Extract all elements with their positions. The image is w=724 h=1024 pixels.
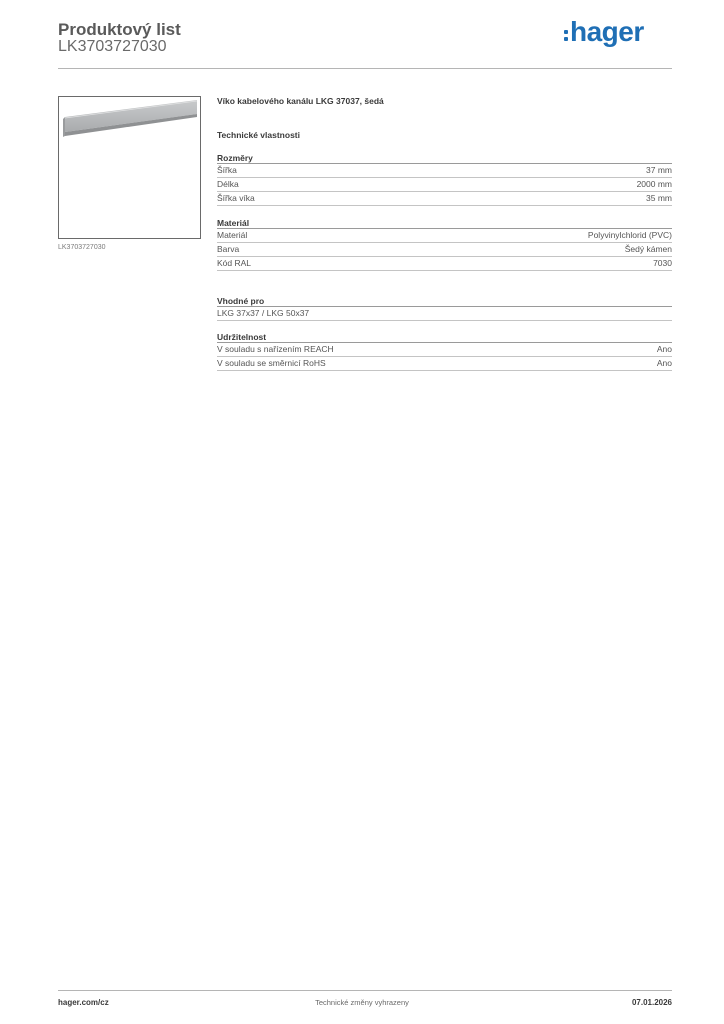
- row-value: Ano: [656, 344, 672, 354]
- row-label: Barva: [217, 244, 240, 254]
- row-value: 7030: [653, 258, 672, 268]
- cable-duct-cover-icon: [59, 97, 200, 238]
- section-title: Materiál: [217, 218, 672, 229]
- product-details: [217, 96, 672, 371]
- logo-text: hager: [570, 16, 644, 47]
- table-row: [217, 243, 672, 257]
- row-label: Materiál: [217, 230, 248, 240]
- product-code: LK3703727030: [58, 38, 167, 55]
- section-title: Rozměry: [217, 153, 672, 164]
- row-label: Kód RAL: [217, 258, 252, 268]
- tech-properties-title: Technické vlastnosti: [217, 130, 300, 140]
- row-value: Ano: [656, 358, 672, 368]
- row-value: Polyvinylchlorid (PVC): [587, 230, 672, 240]
- section-sustainability: [217, 332, 672, 371]
- row-value: 37 mm: [646, 165, 672, 175]
- header-divider: [58, 68, 672, 69]
- table-row: [217, 257, 672, 271]
- product-image: [58, 96, 201, 239]
- row-label: Délka: [217, 179, 239, 189]
- table-row: [217, 343, 672, 357]
- footer-divider: [58, 990, 672, 991]
- footer-website-link[interactable]: hager.com/cz: [58, 998, 109, 1007]
- row-label: Šířka víka: [217, 193, 255, 203]
- row-label: V souladu se směrnicí RoHS: [217, 358, 326, 368]
- section-title: Udržitelnost: [217, 332, 672, 343]
- table-row: [217, 178, 672, 192]
- image-caption: LK3703727030: [58, 244, 106, 251]
- footer-date: 07.01.2026: [631, 998, 672, 1007]
- table-row: [217, 229, 672, 243]
- row-label: LKG 37x37 / LKG 50x37: [217, 308, 310, 318]
- row-value: 2000 mm: [636, 179, 672, 189]
- section-suitable-for: [217, 296, 672, 321]
- table-row: [217, 307, 672, 321]
- page-title: Produktový list: [58, 20, 181, 39]
- row-value: Šedý kámen: [624, 244, 672, 254]
- footer-disclaimer: Technické změny vyhrazeny: [315, 998, 409, 1007]
- section-dimensions: [217, 153, 672, 206]
- row-label: V souladu s nařízením REACH: [217, 344, 334, 354]
- product-title: Víko kabelového kanálu LKG 37037, šedá: [217, 96, 384, 106]
- row-label: Šířka: [217, 165, 237, 175]
- section-material: [217, 218, 672, 271]
- table-row: [217, 357, 672, 371]
- logo-dots-icon: [564, 30, 568, 41]
- row-value: 35 mm: [646, 193, 672, 203]
- table-row: [217, 164, 672, 178]
- hager-logo[interactable]: [564, 12, 644, 52]
- section-title: Vhodné pro: [217, 296, 672, 307]
- table-row: [217, 192, 672, 206]
